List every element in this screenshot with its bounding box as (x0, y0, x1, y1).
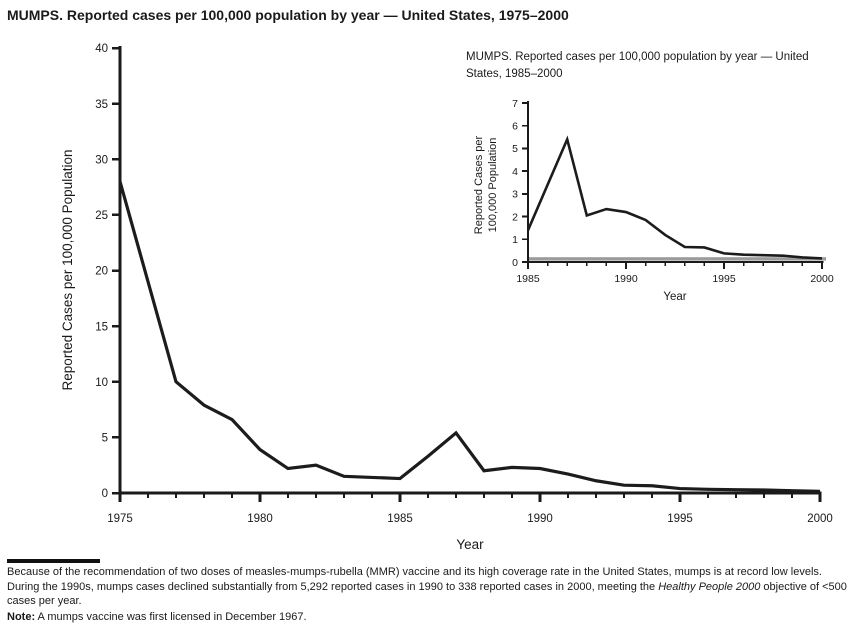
inset-chart-x-tick-label: 1985 (516, 273, 540, 285)
inset-chart-title: MUMPS. Reported cases per 100,000 population by year — United States, 1985–2000 (466, 51, 809, 81)
footnote-rule (7, 559, 100, 563)
main-chart-x-tick-label: 2000 (807, 513, 833, 525)
inset-chart-x-axis-label: Year (663, 291, 687, 303)
page-title: MUMPS. Reported cases per 100,000 population by year — United States, 1975–2000 (7, 7, 569, 23)
inset-chart-y-tick-label: 1 (512, 234, 518, 247)
main-chart-y-axis-label: Reported Cases per 100,000 Population (60, 149, 75, 391)
main-chart-y-tick-label: 35 (95, 98, 108, 111)
note-paragraph (7, 611, 856, 623)
inset-chart-y-tick-label: 4 (512, 165, 518, 178)
main-chart-x-tick-label: 1990 (527, 513, 553, 525)
inset-chart-x-tick-label: 1995 (712, 273, 736, 285)
main-chart-y-tick-label: 25 (95, 210, 108, 223)
main-chart-y-tick-label: 30 (95, 154, 108, 167)
footnote-italic-title: Healthy People 2000 (658, 580, 761, 593)
inset-chart-data-line (528, 139, 822, 258)
inset-chart-y-tick-label: 5 (512, 143, 518, 156)
main-chart-x-tick-label: 1995 (667, 513, 693, 525)
note-text: A mumps vaccine was first licensed in December 1967. (35, 611, 307, 623)
main-chart-y-tick-label: 5 (101, 432, 108, 445)
note-label: Note: (7, 611, 36, 623)
main-chart-x-tick-label: 1985 (387, 513, 413, 525)
main-chart-data-line (120, 182, 820, 492)
main-chart-y-tick-label: 40 (95, 43, 108, 56)
footnote-text-1: Because of the recommendation of two doses of measles-mumps-rubella (MMR) vaccine and its high coverage rate in the United States, mumps is at record low levels. During the 1990s, mumps cases declined substantially from 5,292 reported cases in 1990 to 338 reported cases in 2000, meeting the (7, 566, 822, 593)
inset-chart-x-tick-label: 2000 (810, 273, 834, 285)
inset-chart-y-tick-label: 7 (512, 97, 518, 110)
inset-chart-y-tick-label: 0 (512, 256, 518, 269)
main-chart-y-tick-label: 10 (95, 376, 108, 389)
main-chart-y-tick-label: 0 (101, 488, 108, 501)
inset-chart-y-tick-label: 3 (512, 188, 518, 201)
inset-chart-y-axis-label: Reported Cases per 100,000 Population (473, 135, 499, 235)
inset-chart-y-tick-label: 2 (512, 211, 518, 224)
main-chart-y-tick-label: 15 (95, 321, 108, 334)
inset-chart-gray-baseline (527, 257, 826, 260)
inset-chart-x-tick-label: 1990 (614, 273, 638, 285)
main-chart-x-tick-label: 1975 (107, 513, 133, 525)
main-chart-y-tick-label: 20 (95, 265, 108, 278)
footnote-text-2: objective of <500 cases per year. (7, 580, 847, 608)
inset-chart-y-tick-label: 6 (512, 120, 518, 133)
main-chart-x-axis-label: Year (456, 537, 484, 552)
footnote-paragraph (7, 565, 856, 609)
main-chart-x-tick-label: 1980 (247, 513, 273, 525)
